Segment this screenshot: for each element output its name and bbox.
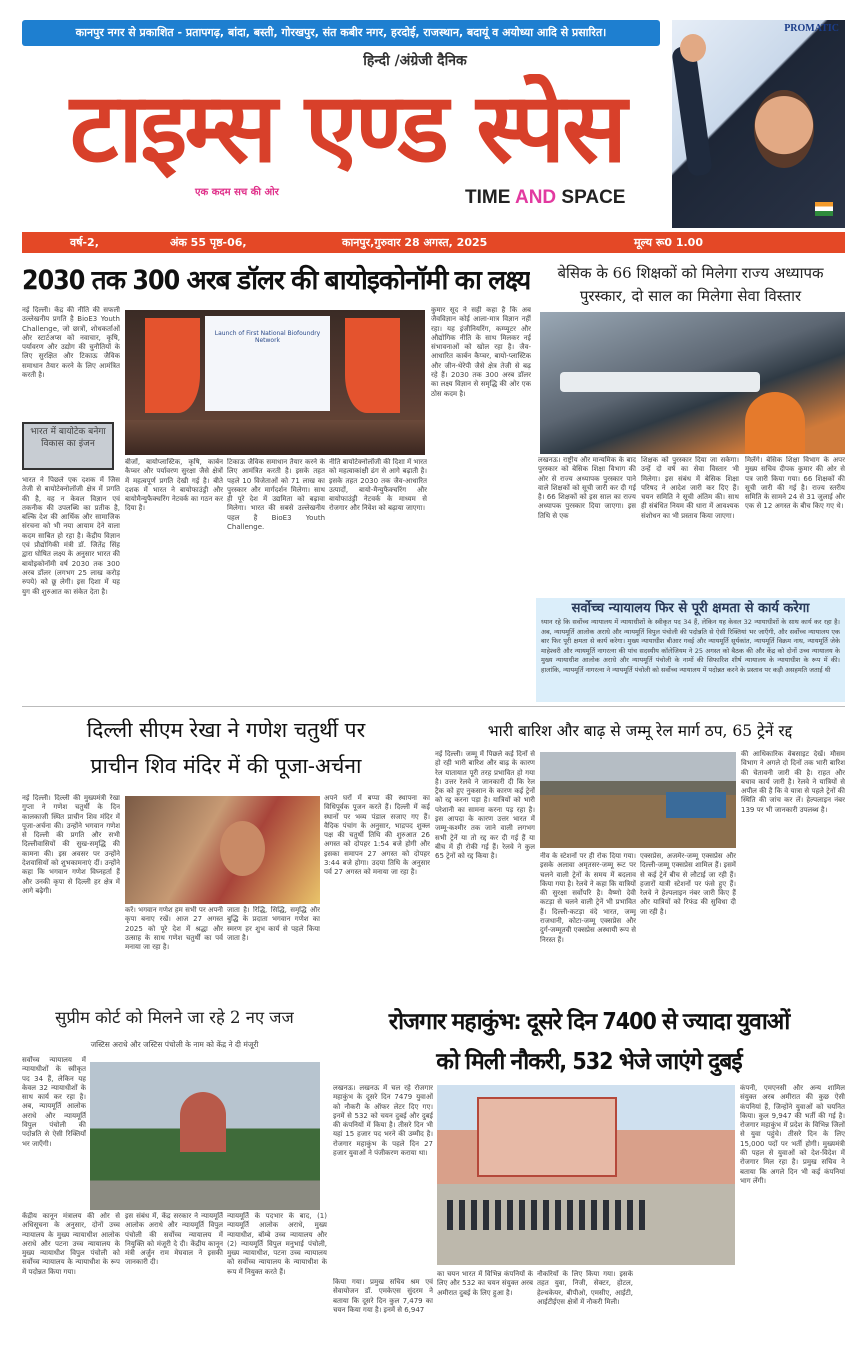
sc-capacity-box <box>536 598 845 702</box>
hero-face <box>754 90 814 168</box>
teachers-photo <box>540 312 845 454</box>
rekha-col-2: करें। भगवान गणेश हम सभी पर अपनी कृपा बनाए रखें। आज 27 अगस्त 2025 को पूरे देश में श्रद्धा और उत्साह के साथ गणेश चतुर्थी का पर्व मनाया जा रहा है। <box>125 906 223 952</box>
sc-building-photo <box>90 1062 320 1210</box>
teachers-col-1: लखनऊ। राष्ट्रीय और मान्यमिक के बाद पुरस्कार को बेसिक शिक्षा विभाग की ओर से राज्य अध्यापक पुरस्कार पाने वाले शिक्षकों को सूची जारी कर दी गई है। 66 शिक्षकों को इस साल का राज्य अध्यापक पुरस्कार दिया जाएगा। इस तिथि से एक <box>538 456 636 520</box>
jobs-headline <box>333 1002 845 1082</box>
dateline-issue: अंक 55 पृष्ठ-06, <box>170 236 247 249</box>
tagline: एक कदम सच की ओर <box>195 187 279 198</box>
sc-col-1: सर्वोच्च न्यायालय में न्यायाधीशों के स्वीकृत पद 34 हैं, लेकिन यह केवल 32 न्यायाधीशों के साथ कार्य कर रहा है। अब, न्यायमूर्ति आलोक अराधे और न्यायमूर्ति विपुल पंचोली की पदोन्नति से ऐसी रिक्तियाँ भर जाएँगी। <box>22 1056 86 1148</box>
rekha-col-4: अपने घरों में बप्पा की स्थापना का विधिपूर्वक पूजन करते हैं। दिल्ली में कई स्थानों पर भव्य पंडाल सजाए गए हैं। वैदिक पंचांग के अनुसार, भाद्रपद शुक्ल पक्ष की चतुर्थी तिथि की शुरुआत 26 अगस्त को दोपहर 1:54 बजे होगी और इसका समापन 27 अगस्त को दोपहर 3:44 बजे होगा। उदया तिथि के अनुसार पर्व 27 अगस्त को मनाया जा रहा है। <box>324 794 430 877</box>
hero-photo <box>672 20 845 228</box>
rekha-photo <box>125 796 320 904</box>
rain-col-3: एक्सप्रेस, अजमेर-जम्मू एक्सप्रेस और दिल्ली-जम्मू एक्सप्रेस शामिल हैं। इसमें से कई ट्रेनें बीच से लौटाई जा रही हैं। हजारों यात्री स्टेशनों पर फंसे हुए हैं। रेलवे ने हेल्पलाइन नंबर जारी किए हैं और यात्रियों को रिफंड की सुविधा दी जा रही है। <box>640 852 736 916</box>
edition-kind: हिन्दी /अंग्रेजी दैनिक <box>363 53 467 69</box>
rain-col-1: नई दिल्ली। जम्मू में पिछले कई दिनों से हो रही भारी बारिश और बाढ़ के कारण रेल यातायात पूरी तरह प्रभावित हो गया है। उत्तर रेलवे ने जानकारी दी कि रेल ट्रैक को हुए नुकसान के कारण कई ट्रेनों को रद्द करना पड़ा है। यात्रियों को भारी परेशानी का सामना करना पड़ रहा है। इस आपदा के कारण उत्तर भारत में जम्मू-कश्मीर तक जाने वाली लगभग सभी ट्रेनें या तो रद्द कर दी गई हैं या बीच में ही रोकी गई हैं। रेलवे ने कुल 65 ट्रेनों को रद्द किया है। <box>435 750 535 861</box>
rain-photo <box>540 752 736 848</box>
jobs-col-5: कंपनी, एमएनसी और अन्य शामिल संयुक्त अरब अमीरात की कुछ ऐसी कंपनियां हैं, जिन्होंने युवाओं को चयनित किया। कुल 9,947 की भर्ती की गई है। रोजगार महाकुंभ में प्रदेश के विभिन्न जिलों से युवा पहुंचे। तीसरे दिन के लिए 15,000 पदों पर भर्ती होगी। मुख्यमंत्री की पहल से युवाओं को देश-विदेश में रोजगार मिल रहा है। प्रमुख सचिव ने बताया कि अगले दिन भी कई कंपनियां भाग लेंगी। <box>740 1084 845 1185</box>
english-title <box>465 186 625 210</box>
rain-col-4: की आधिकारिक वेबसाइट देखें। मौसम विभाग ने अगले दो दिनों तक भारी बारिश की चेतावनी जारी की है। राहत और बचाव कार्य जारी है। रेलवे ने यात्रियों से अपील की है कि वे यात्रा से पहले ट्रेनों की स्थिति की जांच कर लें। हेल्पलाइन नंबर 139 पर भी जानकारी उपलब्ध है। <box>741 750 845 814</box>
jobs-photo-crowd <box>447 1200 647 1230</box>
rekha-col-1: नई दिल्ली। दिल्ली की मुख्यमंत्री रेखा गुप्ता ने गणेश चतुर्थी के दिन कालकाजी स्थित प्राचीन शिव मंदिर में पूजा-अर्चना की। उन्होंने भगवान गणेश से दिल्ली की प्रगति और सभी दिल्लीवासियों की सुख-समृद्धि की कामना की। इस अवसर पर उन्होंने देशवासियों को शुभकामनाएं दीं। उन्होंने कहा कि भगवान गणेश विघ्नहर्ता हैं और उनकी कृपा से दिल्ली हर क्षेत्र में आगे बढ़ेगी। <box>22 794 120 895</box>
rekha-col-3: जाता है। रिद्धि, सिद्धि, समृद्धि और बुद्धि के प्रदाता भगवान गणेश का स्मरण हर शुभ कार्य से पहले किया जाता है। <box>227 906 320 942</box>
dateline-price: मूल्य रू0 1.00 <box>634 236 703 249</box>
teachers-photo-table <box>560 372 760 392</box>
sc-capacity-headline: सर्वोच्च न्यायालय फिर से पूरी क्षमता से कार्य करेगा <box>571 601 810 616</box>
sc-col-3: इस संबंध में, केंद्र सरकार ने न्यायमूर्ति आलोक अराधे और न्यायमूर्ति विपुल पंचोली की सर्वोच्च न्यायालय में नियुक्ति को मंजूरी दे दी। केंद्रीय कानून मंत्री अर्जुन राम मेघवाल ने इसकी जानकारी दी। <box>125 1212 223 1267</box>
bio-col-1: नई दिल्ली। केंद्र की नीति की सफली उल्लेखनीय प्रगति है BioE3 Youth Challenge, जो छात्रों, शोधकर्ताओं और स्टार्टअप्स को नवाचार, कृषि, पर्यावरण और उद्योग की चुनौतियों के लिए सुरक्षित और टिकाऊ जैविक समाधान तैयार करने के लिए आमंत्रित करती है। <box>22 306 120 380</box>
dateline-strip <box>22 232 845 253</box>
rekha-headline-line-2: प्राचीन शिव मंदिर में की पूजा-अर्चना <box>90 754 362 778</box>
hero-arm <box>672 45 713 177</box>
jobs-col-4: नौकरियों के लिए किया गया। इसके तहत युवा, निजी, सेक्टर, होटल, हेल्थकेयर, बीपीओ, एमसीए, आईटी, आईटीईएस क्षेत्रों में नौकरी मिली। <box>537 1270 633 1306</box>
bio-photo-curtain-right <box>345 318 400 413</box>
english-title-space: SPACE <box>556 187 626 208</box>
bio-headline: 2030 तक 300 अरब डॉलर की बायोइकोनॉमी का लक्ष्य <box>22 265 530 296</box>
jobs-photo <box>437 1085 735 1265</box>
teachers-headline: बेसिक के 66 शिक्षकों को मिलेगा राज्य अध्यापक पुरस्कार, दो साल का मिलेगा सेवा विस्तार <box>557 264 824 305</box>
rain-photo-train <box>666 792 726 818</box>
section-divider <box>22 706 845 707</box>
sc-subhead: जस्टिस अराधे और जस्टिस पंचोली के नाम को केंद्र ने दी मंजूरी <box>90 1040 259 1049</box>
bio-photo-stage <box>125 420 425 455</box>
sc-photo-dome <box>180 1092 226 1152</box>
masthead-title: टाइम्स एण्ड स्पेस <box>69 74 625 182</box>
bio-col-3: बीजों, बायोप्लास्टिक, कृषि, कार्बन कैप्चर और पर्यावरण सुरक्षा जैसे क्षेत्रों में महत्वपूर्ण प्रगति देखी गई है। बीते दशक में भारत ने बायोफाउंड्री और बायोमैन्युफैक्चरिंग नेटवर्क का गठन कर दिया है। <box>125 458 223 513</box>
sc-capacity-text: ध्यान रहे कि सर्वोच्च न्यायालय में न्यायाधीशों के स्वीकृत पद 34 हैं, लेकिन यह केवल 32 न्यायाधीशों के साथ कार्य कर रहा है। अब, न्यायमूर्ति आलोक अराधे और न्यायमूर्ति विपुल पंचोली की पदोन्नति से ऐसी रिक्तियां भर जाएँगी, और सर्वोच्च न्यायालय एक बार फिर पूरी क्षमता से कार्य करेगा। मुख्य न्यायाधीश बीआर गवई और न्यायमूर्ति सूर्यकांत, न्यायमूर्ति विक्रम नाथ, न्यायमूर्ति जेके माहेश्वरी और न्यायमूर्ति नागरत्ना की पांच सदस्यीय कॉलेजियम ने 25 अगस्त को बैठक की और केंद्र को दोनों उच्च न्यायालय के मुख्य न्यायाधीश आलोक अराधे और न्यायमूर्ति पंचोली के नामों की सिफारिश शीर्ष न्यायालय के न्यायाधीश के रूप में की। हालांकि, न्यायमूर्ति नागरत्ना ने न्यायमूर्ति पंचोली को सर्वोच्च न्यायालय में पदोन्नत करने के प्रस्ताव पर कड़ी असहमति जताई थी <box>541 618 840 674</box>
teachers-col-2: शिक्षक को पुरस्कार दिया जा सकेगा। उन्हें दो वर्ष का सेवा विस्तार भी मिलेगा। इस संबंध में बेसिक शिक्षा परिषद ने आदेश जारी कर दिए हैं। चयन समिति ने सूची अंतिम की। साथ ही संबंधित नियम की धारा में आवश्यक संशोधन का भी प्रस्ताव किया जाएगा। <box>641 456 739 520</box>
bio-photo-screen: Launch of First National Biofoundry Network <box>205 316 330 411</box>
teachers-photo-person <box>745 392 805 454</box>
bio-col-4: टिकाऊ जैविक समाधान तैयार करने के लिए आमंत्रित करती है। इसके तहत पहले 10 विजेताओं को 71 लाख का पुरस्कार और मार्गदर्शन मिलेगा। साथ ही पूरे देश में उद्यमिता को बढ़ावा मिलेगा। भारत की सबसे उल्लेखनीय पहल है BioE3 Youth Challenge. <box>227 458 325 532</box>
sc-col-4: न्यायमूर्ति के पदभार के बाद, (1) न्यायमूर्ति आलोक अराधे, मुख्य न्यायाधीश, बॉम्बे उच्च न्यायालय और (2) न्यायमूर्ति विपुल मनुभाई पंचोली, मुख्य न्यायाधीश, पटना उच्च न्यायालय को सर्वोच्च न्यायालय के न्यायाधीश के रूप में नियुक्त करते हैं। <box>227 1212 327 1276</box>
teachers-col-3: मिलेंगे। बेसिक शिक्षा विभाग के अपर मुख्य सचिव दीपक कुमार की ओर से पत्र जारी किया गया। 66 शिक्षकों की सूची जारी की गई है। राज्य स्तरीय समिति के सामने 24 से 31 जुलाई और एक से 12 अगस्त के बीच किए गए थे। <box>745 456 845 511</box>
publication-line: कानपुर नगर से प्रकाशित - प्रतापगढ़, बांदा, बस्ती, गोरखपुर, संत कबीर नगर, हरदोई, राजस्थान, बदायूं व अयोध्या आदि से प्रसारित। <box>22 20 660 46</box>
sc-col-2: केंद्रीय कानून मंत्रालय की ओर से अधिसूचना के अनुसार, दोनों उच्च न्यायालय के मुख्य न्यायाधीश आलोक अराधे और पटना उच्च न्यायालय के मुख्य न्यायाधीश विपुल पंचोली को सर्वोच्च न्यायालय के न्यायाधीश के रूप में पदोन्नत किया गया। <box>22 1212 120 1276</box>
jobs-headline-line-2: को मिली नौकरी, 532 भेजे जाएंगे दुबई <box>436 1049 742 1075</box>
hero-hand <box>680 34 706 62</box>
dateline-year: वर्ष-2, <box>70 236 99 249</box>
jobs-headline-line-1: रोजगार महाकुंभ: दूसरे दिन 7400 से ज्यादा युवाओं <box>388 1009 790 1035</box>
bio-photo-curtain-left <box>145 318 200 413</box>
rekha-photo-face <box>220 821 265 876</box>
jobs-photo-building <box>477 1097 617 1177</box>
rain-headline: भारी बारिश और बाढ़ से जम्मू रेल मार्ग ठप, 65 ट्रेनें रद्द <box>487 722 793 740</box>
bio-photo <box>125 310 425 455</box>
rain-col-2: नीव के स्टेशनों पर ही रोक दिया गया। इसके अलावा अमृतसर-जम्मू रूट पर चलने वाली ट्रेनों के समय में बदलाव किया गया है। रेलवे ने कहा कि यात्रियों की सुरक्षा सर्वोपरि है। वैष्णो देवी कटड़ा से चलने वाली ट्रेनें भी प्रभावित हैं। दिल्ली-कटड़ा वंदे भारत, जम्मू राजधानी, कोटा-जम्मू एक्सप्रेस और दुर्ग-जम्मूतवी एक्सप्रेस अस्थायी रूप से निरस्त हैं। <box>540 852 636 944</box>
rekha-headline-line-1: दिल्ली सीएम रेखा ने गणेश चतुर्थी पर <box>86 718 366 742</box>
bio-col-5: नीति बायोटेक्नोलॉजी की दिशा में भारत को महत्वाकांक्षी ढंग से आगे बढ़ाती है। इसके तहत 2030 तक जैव-आधारित उत्पादों, बायो-मैन्युफैक्चरिंग और बायोफाउंड्री नेटवर्क के माध्यम से रोजगार और निवेश को बढ़ाया जाएगा। <box>329 458 427 513</box>
jobs-col-1: लखनऊ। लखनऊ में चल रहे रोजगार महाकुंभ के दूसरे दिन 7479 युवाओं को नौकरी के ऑफर लेटर दिए गए। इनमें से 532 को चयन दुबई और दुबई की कंपनियों में किया है। तीसरे दिन भी यहां 15 हजार पद भरने की उम्मीद है। रोजगार महाकुंभ के पहले दिन 27 हजार युवाओं ने पंजीकरण कराया था। <box>333 1084 433 1158</box>
bio-col-2: भारत ने पिछले एक दशक में जिस तेजी से बायोटेक्नोलॉजी क्षेत्र में प्रगति की है, वह न केवल विज्ञान एवं तकनीक की उपलब्धि का प्रतीक है, बल्कि देश की आर्थिक और सामाजिक संरचना को भी नया आयाम देने वाला कदम साबित हो रहा है। केंद्रीय विज्ञान एवं प्रौद्योगिकी मंत्री डॉ. जितेंद्र सिंह द्वारा घोषित लक्ष्य के अनुसार भारत की बायोइकोनॉमी वर्ष 2030 तक 300 अरब डॉलर (लगभग 25 लाख करोड़ रुपये) को छू लेगी। इस दिशा में यह युग की शुरुआत का संकेत देता है। <box>22 476 120 596</box>
bio-col-6: कुमार सूद ने सही कहा है कि अब जैवविज्ञान कोई आला-मात्र विज्ञान नहीं रहा। यह इंजीनियरिंग, कम्प्यूटर और औद्योगिक नीति के साथ मिलकर नई संभावनाओं को खोल रहा है। जैव-आधारित कार्बन कैप्चर, बायो-प्लास्टिक और जीन-थेरेपी जैसे क्षेत्र तेजी से बढ़ रहे हैं। 2030 तक 300 अरब डॉलर का लक्ष्य विज्ञान से समृद्धि की ओर एक ठोस कदम है। <box>431 306 531 398</box>
jobs-col-3: का चयन भारत में विभिन्न कंपनियों के लिए और 532 का चयन संयुक्त अरब अमीरात दुबई के लिए हुआ है। <box>437 1270 533 1297</box>
jobs-col-2: किया गया। प्रमुख सचिव श्रम एवं सेवायोजन डॉ. एमकेएस सुंदरम ने बताया कि दूसरे दिन कुल 7,479 का चयन किया गया है। इनमें से 6,947 <box>333 1278 433 1314</box>
hero-photo-sign: PROMATIC <box>784 23 839 34</box>
dateline-place-date: कानपुर,गुरुवार 28 अगस्त, 2025 <box>342 236 488 249</box>
bio-pull-box: भारत में बायोटेक बनेगा विकास का इंजन <box>22 422 114 470</box>
sc-headline: सुप्रीम कोर्ट को मिलने जा रहे 2 नए जज <box>55 1008 294 1027</box>
rekha-headline <box>22 712 430 784</box>
english-title-and: AND <box>514 187 557 208</box>
english-title-time: TIME <box>465 187 515 208</box>
india-flag-icon <box>815 202 833 216</box>
